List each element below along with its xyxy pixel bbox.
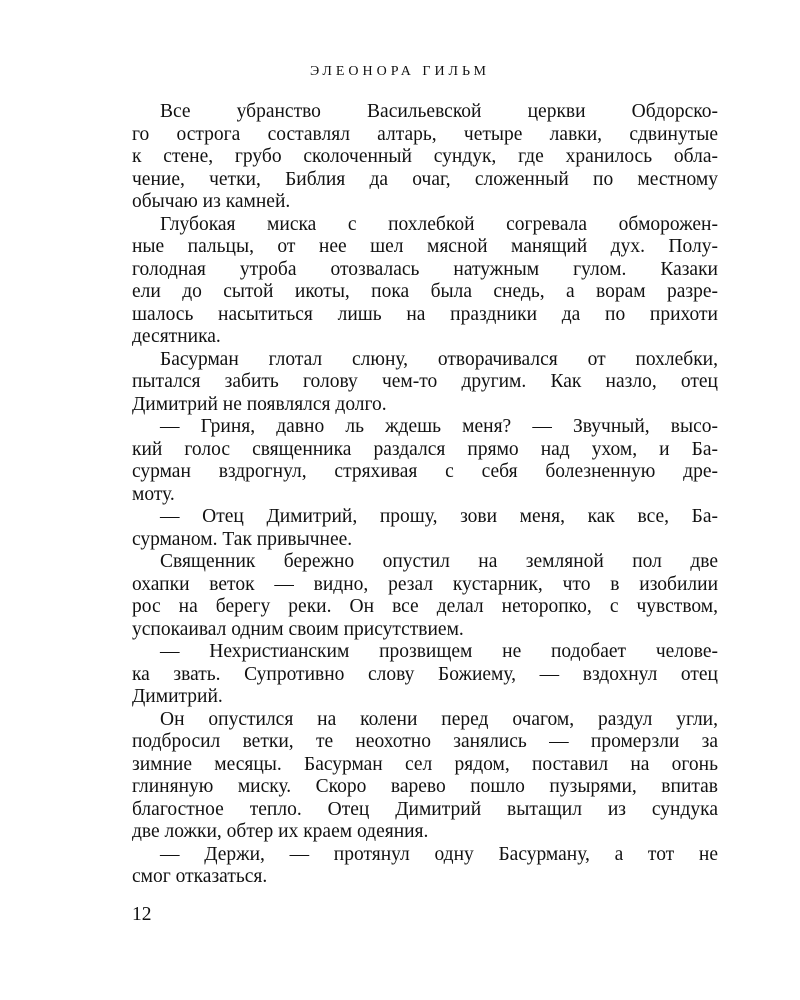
text-line: охапки веток — видно, резал кустарник, что в изобилии	[132, 573, 718, 595]
text-line: — Нехристианским прозвищем не подобает челове-	[160, 641, 718, 662]
body-text	[132, 101, 718, 889]
text-line: пытался забить голову чем-то другим. Как назло, отец	[132, 371, 718, 392]
text-line: сурман вздрогнул, стряхивая с себя болезненную дре-	[132, 461, 718, 482]
text-line: успокаивал одним своим присутствием.	[132, 618, 464, 640]
text-line: подбросил ветки, те неохотно занялись — промерзли за	[132, 731, 718, 752]
text-line: чение, четки, Библия да очаг, сложенный по местному	[132, 168, 718, 190]
text-line: ные пальцы, от нее шел мясной манящий дух. Полу-	[132, 236, 718, 257]
text-line: зимние месяцы. Басурман сел рядом, поставил на огонь	[132, 753, 718, 775]
text-line: благостное тепло. Отец Димитрий вытащил из сундука	[132, 798, 718, 820]
text-line: Глубокая миска с похлебкой согревала обморожен-	[160, 213, 718, 235]
text-line: рос на берегу реки. Он все делал неторопко, с чувством,	[132, 596, 718, 617]
text-line: — Держи, — протянул одну Басурману, а тот не	[160, 843, 718, 865]
text-line: моту.	[132, 483, 175, 505]
text-line: Димитрий не появлялся долго.	[132, 393, 387, 415]
text-line: Он опустился на колени перед очагом, раздул угли,	[160, 708, 718, 730]
text-line: к стене, грубо сколоченный сундук, где хранилось обла-	[132, 146, 718, 167]
text-line: глиняную миску. Скоро варево пошло пузырями, впитав	[132, 776, 718, 797]
running-head-author: ЭЛЕОНОРА ГИЛЬМ	[310, 64, 490, 79]
text-line: голодная утроба отозвалась натужным гулом. Казаки	[132, 258, 718, 280]
text-line: две ложки, обтер их краем одеяния.	[132, 821, 429, 842]
text-line: Все убранство Васильевской церкви Обдорско-	[160, 101, 718, 122]
text-line: сурманом. Так привычнее.	[132, 528, 353, 550]
text-line: ели до сытой икоты, пока была снедь, а ворам разре-	[132, 281, 718, 302]
text-line: — Гриня, давно ль ждешь меня? — Звучный, высо-	[160, 416, 718, 437]
text-line: смог отказаться.	[132, 866, 268, 887]
text-line: кий голос священника раздался прямо над ухом, и Ба-	[132, 438, 718, 460]
text-line: Димитрий.	[132, 686, 223, 707]
page-number: 12	[132, 904, 152, 925]
text-line: обычаю из камней.	[132, 191, 291, 212]
text-line: ка звать. Супротивно слову Божиему, — вздохнул отец	[132, 663, 718, 685]
text-line: шалось насытиться лишь на праздники да по прихоти	[132, 303, 718, 325]
text-line: го острога составлял алтарь, четыре лавки, сдвинутые	[132, 123, 718, 145]
text-line: Басурман глотал слюну, отворачивался от похлебки,	[160, 348, 718, 370]
text-line: Священник бережно опустил на земляной пол две	[160, 551, 718, 572]
text-line: — Отец Димитрий, прошу, зови меня, как все, Ба-	[160, 506, 718, 527]
text-line: десятника.	[132, 326, 221, 347]
